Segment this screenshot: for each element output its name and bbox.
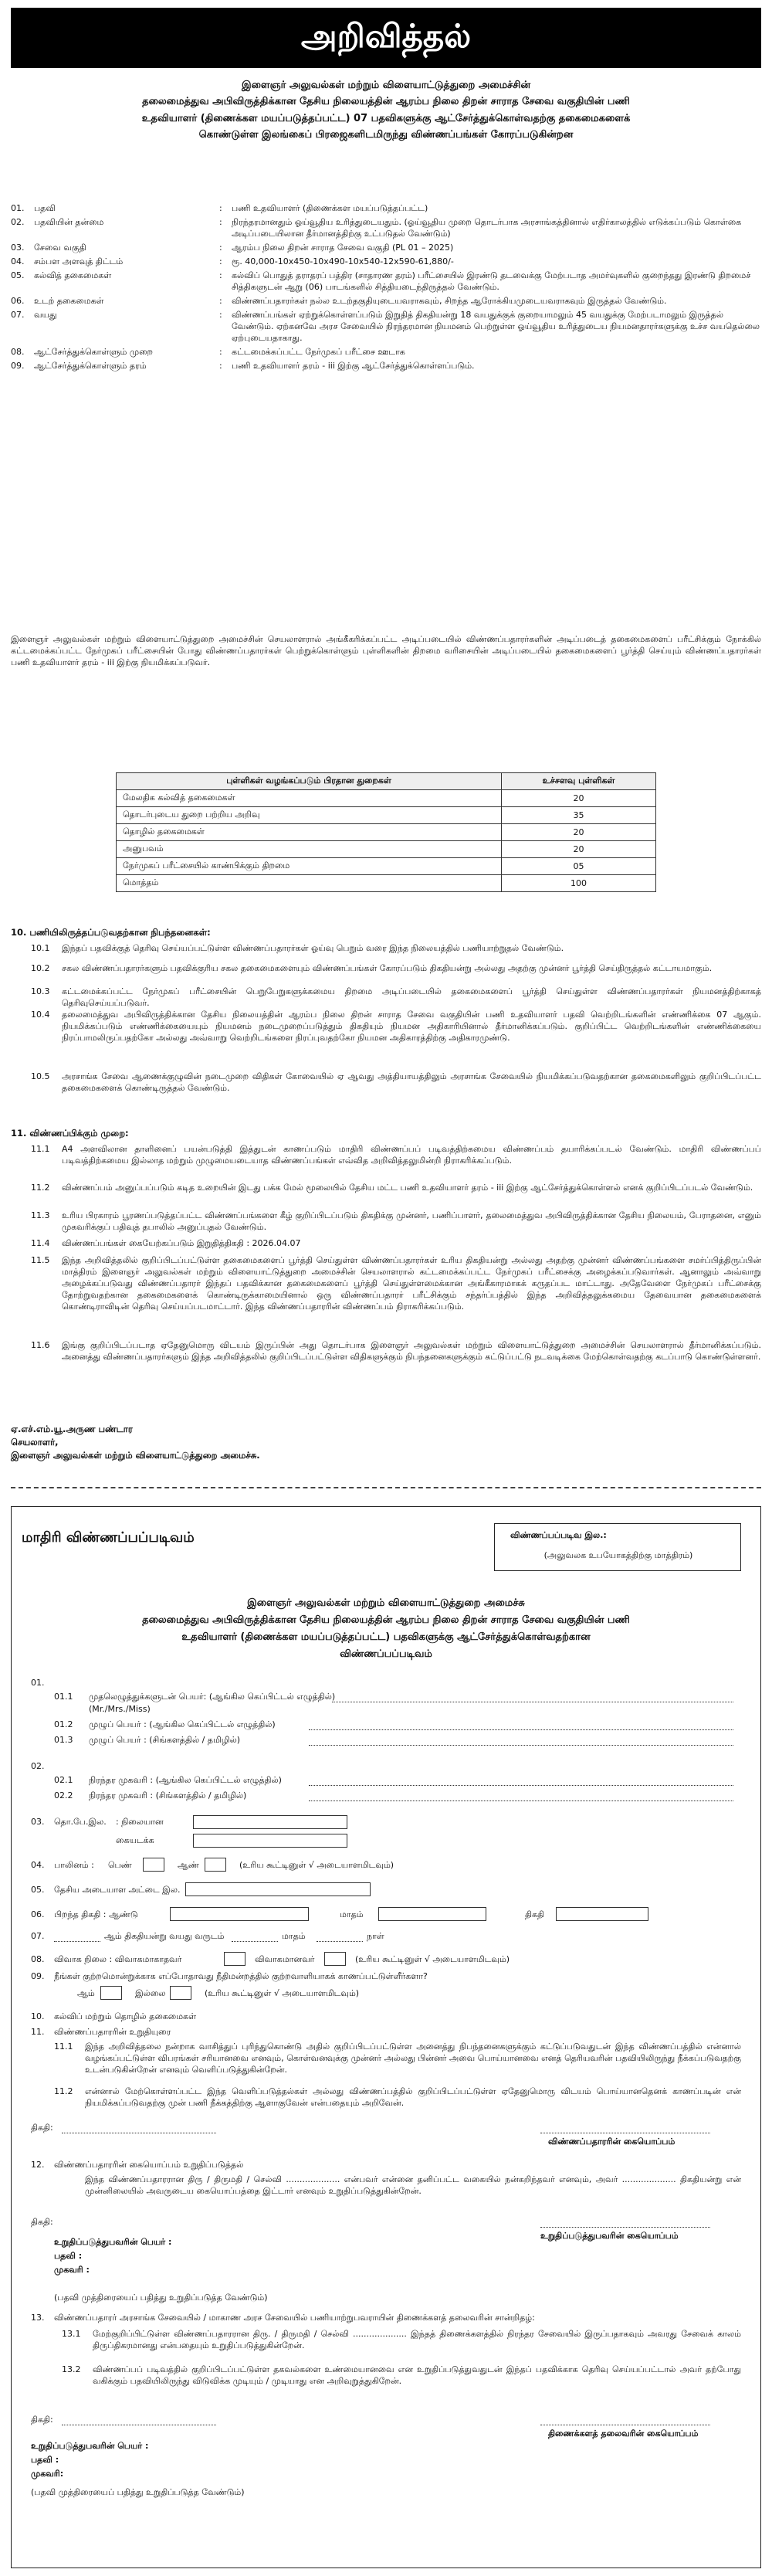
application-method-item <box>31 1182 761 1193</box>
field-row <box>11 242 761 253</box>
application-number-label: விண்ணப்பப்படிவ இல.: <box>510 1530 607 1540</box>
q131-text: மேற்குறிப்பிட்டுள்ள விண்ணப்பதாரரான திரு. / திருமதி / செல்வி .................... இந்தத் திணைக்களத்தில் நிரந்தர சேவையில் இருப்பதாகவும் அவரது சேவைக் காலம் திருப்திகரமானது என்பதையும் உறுதிப்படுத்துகின்றேன். <box>93 2329 741 2350</box>
declaration-date-input[interactable] <box>62 2123 216 2133</box>
item-text: அரசாங்க சேவை ஆணைக்குழுவின் நடைமுறை விதிகள் கோவையில் ஏ ஆவது அத்தியாயத்திலும் அரசாங்க சேவையில் நியமிக்கப்படுவதற்கான தகைமைகளிலும் குறிப்பிடப்பட்ட தகைமைகளைக் கொண்டிருத்தல் வேண்டும். <box>62 1071 761 1093</box>
appointment-item <box>31 1071 761 1094</box>
q12-body-text: இந்த விண்ணப்பதாரரான திரு / திருமதி / செல்வி .................... என்பவர் என்னை தனிப்பட்ட வகையில் நன்கறிந்தவர் எனவும், அவர் .................... திகதியன்று என் முன்னிலையில் அவருடைய கையொப்பத்தை இட்டார் எனவும் உறுதிப்படுத்துகின்றேன். <box>85 2174 741 2196</box>
q12-num: 12. <box>31 2160 45 2170</box>
q111-text: இந்த அறிவித்தலை நன்றாக வாசித்துப் புரிந்துகொண்டு அதில் குறிப்பிடப்பட்டுள்ள அனைத்து நிபந்தனைகளுக்கும் கட்டுப்படுவதுடன் இந்த விண்ணப்பத்தில் என்னால் வழங்கப்பட்டுள்ள விபரங்கள் சரியானவை எனவும், கொள்வனவுக்கு முன்னர் அல்லது பின்னர் அவை பொய்யானவை எனத் தெரியவரின் பதவியிலிருந்து நீக்கப்படுவதற்கு உடன்படுகின்றேன் எனவும் வெளிப்படுத்துகின்றேன். <box>85 2041 741 2075</box>
q13-label: விண்ணப்பதாரர் அரசாங்க சேவையில் / மாகாண அரச சேவையில் பணியாற்றுபவராயின் திணைக்களத் தலைவரின் சான்றிதழ்: <box>54 2313 535 2323</box>
q112-text: என்னால் மேற்கொள்ளப்பட்ட இந்த வெளிப்படுத்தல்கள் அல்லது விண்ணப்பத்தில் குறிப்பிடப்பட்டுள்ள ஏதேனுமொரு விடயம் பொய்யானதெனக் காணப்படின் என் நியமிக்கப்படுவதற்கு முன் பணி நீக்கத்திற்கு ஆளாகுவேன் என்பதையும் அறிவேன். <box>85 2086 741 2108</box>
q11-label: விண்ணப்பதாரரின் உறுதியுரை <box>54 2027 171 2037</box>
field-value: ஆரம்ப நிலை திறன் சாராத சேவை வகுதி (PL 01 – 2025) <box>232 243 454 253</box>
q09-yes-label: ஆம் <box>77 1988 95 1998</box>
field-colon: : <box>219 243 222 253</box>
date-label-3: திகதி: <box>31 2415 53 2425</box>
q022-label: நிரந்தர முகவரி : (சிங்களத்தில் / தமிழில்) <box>89 1790 247 1800</box>
form-heading-line: உதவியாளர் (திணைக்கள மயப்படுத்தப்பட்ட) பதவிகளுக்கு ஆட்சேர்த்துக்கொள்வதற்கான <box>181 1631 591 1644</box>
marks-row <box>117 790 656 807</box>
q10-num: 10. <box>31 2011 45 2021</box>
certifier-seal-note: (பதவி முத்திரையைப் பதித்து உறுதிப்படுத்த வேண்டும்) <box>54 2293 268 2303</box>
conviction-note: (உரிய கூட்டினுள் √ அடையாளமிடவும்) <box>205 1988 360 1998</box>
q011-title-options: (Mr./Mrs./Miss) <box>89 1704 151 1714</box>
field-number: 03. <box>11 243 25 253</box>
item-number: 10.5 <box>31 1071 50 1081</box>
appointment-item <box>31 1009 761 1044</box>
item-text: விண்ணப்பங்கள் கையேற்கப்படும் இறுதித்திகதி : 2026.04.07 <box>62 1238 301 1248</box>
q06-label: பிறந்த திகதி : ஆண்டு <box>54 1909 138 1919</box>
q04-label: பாலினம் : <box>54 1860 94 1870</box>
marks-area: மொத்தம் <box>117 875 502 892</box>
item-number: 11.1 <box>31 1144 50 1154</box>
marks-table <box>116 772 656 892</box>
field-row <box>11 202 761 214</box>
intro-line: கொண்டுள்ள இலங்கைப் பிரஜைகளிடமிருந்து விண்ணப்பங்கள் கோரப்படுகின்றன <box>198 129 574 141</box>
field-colon: : <box>219 270 222 280</box>
address-english-input[interactable] <box>309 1775 733 1786</box>
form-title: மாதிரி விண்ணப்பப்படிவம் <box>22 1529 195 1546</box>
signatory-role: செயலாளர், <box>11 1437 59 1448</box>
application-method-item <box>31 1254 761 1312</box>
field-number: 05. <box>11 270 25 280</box>
date-label: திகதி: <box>31 2123 53 2133</box>
q07-label: ஆம் திகதியன்று வயது வருடம் <box>104 1931 225 1941</box>
field-value: கல்விப் பொதுத் தராதரப் பத்திர (சாதாரண தரம்) பரீட்சையில் இரண்டு தடவைக்கு மேற்படாத அமர்வுகளில் குறைந்தது இரண்டு திறமைச் சித்திகளுடன் ஆறு (06) பாடங்களில் சித்தியடைந்திருத்தல் வேண்டும். <box>232 270 751 292</box>
intro-heading <box>31 77 741 144</box>
q01-num: 01. <box>31 1678 45 1688</box>
field-number: 08. <box>11 347 25 357</box>
q06-num: 06. <box>31 1909 45 1919</box>
q04-num: 04. <box>31 1860 45 1870</box>
q02-num: 02. <box>31 1761 45 1771</box>
q112-item <box>54 2086 741 2109</box>
marks-header-row <box>117 773 656 790</box>
full-name-local-input[interactable] <box>309 1735 733 1746</box>
age-day-label: நாள் <box>367 1931 384 1941</box>
q05-label: தேசிய அடையாள அட்டை இல. <box>54 1885 181 1895</box>
name-initials-input[interactable] <box>332 1692 733 1702</box>
selection-paragraph: இளைஞர் அலுவல்கள் மற்றும் விளையாட்டுத்துறை அமைச்சின் செயலாளரால் அங்கீகரிக்கப்பட்ட அடிப்படையில் விண்ணப்பதாரர்களின் அடிப்படைத் தகைமைகளைப் பரீட்சிக்கும் நோக்கில் கட்டமைக்கப்பட்ட நேர்முகப் பரீட்சையின் போது விண்ணப்பதாரர்கள் பெற்றுக்கொள்ளும் புள்ளிகளின் திறமை வரிசையின் அடிப்படையில் தகைமைகளைப் பூர்த்தி செய்யும் விண்ணப்பதாரர்கள் பணி உதவியாளர் தரம் - iii இற்கு நியமிக்கப்படுவர். <box>11 634 761 667</box>
field-row <box>11 295 761 307</box>
field-row <box>11 256 761 267</box>
date-label-2: திகதி: <box>31 2217 53 2227</box>
marks-value: 20 <box>502 790 656 807</box>
item-number: 10.4 <box>31 1010 50 1020</box>
applicant-signature-line[interactable] <box>540 2123 710 2133</box>
field-row <box>11 346 761 358</box>
item-number: 11.4 <box>31 1238 50 1248</box>
marks-row <box>117 875 656 892</box>
marks-value: 20 <box>502 841 656 858</box>
q012-label: முழுப் பெயர் : (ஆங்கில கெப்பிட்டல் எழுத்தில்) <box>89 1719 276 1729</box>
form-heading-line: விண்ணப்பப்படிவம் <box>340 1648 432 1661</box>
q132-text: விண்ணப்பப் படிவத்தில் குறிப்பிடப்பட்டுள்ள தகவல்களை உண்மையானவை என உறுதிப்படுத்துவதுடன் இந்தப் பதவிக்காக தெரிவு செய்யப்பட்டால் அவர் தற்போது வகிக்கும் பதவியிலிருந்து விடுவிக்க முடியும் / முடியாது என அறிவுறுத்துகிறேன். <box>93 2364 741 2386</box>
q132-num: 13.2 <box>62 2364 81 2374</box>
field-list <box>11 202 761 374</box>
conviction-no-checkbox[interactable] <box>170 1986 191 2000</box>
appointment-item <box>31 986 761 1009</box>
q022-num: 02.2 <box>54 1790 73 1800</box>
field-label: பதவியின் தன்மை <box>34 217 104 227</box>
field-colon: : <box>219 296 222 306</box>
item-number: 10.3 <box>31 986 50 996</box>
q013-label: முழுப் பெயர் : (சிங்களத்தில் / தமிழில்) <box>89 1735 241 1745</box>
certifier-post-label: பதவி : <box>54 2251 83 2261</box>
gender-note: (உரிய கூட்டினுள் √ அடையாளமிடவும்) <box>239 1860 394 1870</box>
field-row <box>11 270 761 293</box>
intro-line: தலைமைத்துவ அபிவிருத்திக்கான தேசிய நிலையத்தின் ஆரம்ப நிலை திறன் சாராத சேவை வகுதியின் பணி <box>142 96 630 108</box>
item-text: தலைமைத்துவ அபிவிருத்திக்கான தேசிய நிலையத்தின் ஆரம்ப நிலை திறன் சாராத சேவை வகுதியின் பணி உதவியாளர் பதவி வெற்றிடங்களின் எண்ணிக்கை 07 ஆகும். நியமிக்கப்படும் எண்ணிக்கையையும் நியமனம் நடைமுறைப்படுத்தும் திகதியும் நியமன அதிகாரியினால் தீர்மானிக்கப்படும். குறிப்பிட்ட வெற்றிடங்களின் எண்ணிக்கையை நிரப்பாமலிருப்பதற்கோ அல்லது அவ்வாறு வெற்றிடங்களை நிரப்புவதற்கோ நியமன அதிகாரத்திற்கு அதிகாரமுண்டு. <box>62 1010 761 1043</box>
appointment-item <box>31 942 761 954</box>
field-value: விண்ணப்பதாரர்கள் நல்ல உடற்தகுதியுடையவராகவும், சிறந்த ஆரோக்கியமுடையவராகவும் இருத்தல் வேண்டும். <box>232 296 667 306</box>
field-row <box>11 216 761 239</box>
field-label: உடற் தகைமைகள் <box>34 296 104 306</box>
dob-month-label: மாதம் <box>340 1909 364 1919</box>
marks-area: அனுபவம் <box>117 841 502 858</box>
q03-num: 03. <box>31 1817 45 1827</box>
field-label: வயது <box>34 310 57 320</box>
cut-line <box>11 1487 761 1488</box>
field-value: பணி உதவியாளர் தரம் - iii இற்கு ஆட்சேர்த்துக்கொள்ளப்படும். <box>232 361 475 371</box>
age-date-input[interactable] <box>54 1931 100 1942</box>
item-text: சகல விண்ணப்பதாரர்களும் பதவிக்குரிய சகல தகைமைகளையும் விண்ணப்பங்கள் கோரப்படும் திகதியன்று அல்லது அதற்கு முன்னர் பூர்த்தி செய்திருத்தல் கட்டாயமாகும். <box>62 963 713 973</box>
phone-home-label: : நிலையான <box>116 1817 164 1827</box>
field-number: 01. <box>11 203 25 213</box>
q013-num: 01.3 <box>54 1735 73 1745</box>
field-colon: : <box>219 256 222 266</box>
application-method-title: 11. விண்ணப்பிக்கும் முறை: <box>11 1128 129 1139</box>
phone-mobile-label: கையடக்க <box>116 1835 154 1845</box>
application-method-item <box>31 1143 761 1166</box>
phone-home-input[interactable] <box>193 1815 347 1829</box>
field-value: ரூ. 40,000-10x450-10x490-10x540-12x590-61,880/- <box>232 256 454 266</box>
field-number: 07. <box>11 310 25 320</box>
married-label: விவாகமானவர் <box>255 1954 315 1964</box>
item-text: இந்த அறிவித்தலில் குறிப்பிடப்பட்டுள்ள தகைமைகளைப் பூர்த்தி செய்துள்ள விண்ணப்பதாரர்கள் உரிய திகதியன்று அல்லது அதற்கு முன்னர் விண்ணப்பங்களை சமர்ப்பித்திருப்பின் மாத்திரம் இளைஞர் அலுவல்கள் மற்றும் விளையாட்டுத்துறை அமைச்சின் செயலாளரால் கட்டமைக்கப்பட்ட நேர்முகப் பரீட்சைக்கு அழைக்கப்படுவார்கள். ஆனாலும் அவ்வாறு அழைக்கப்படுவது விண்ணப்பதாரர் இந்தப் பதவிக்கான தகைமைகளைப் பூர்த்தி செய்துள்ளமைக்கான அங்கீகாரமாகக் கருதப்பட மாட்டாது. அதேவேளை நேர்முகப் பரீட்சைக்கு தோற்றுவதற்கான தகைமைகளைக் கொண்டிருக்காமையினால் ஒரு விண்ணப்பதாரர் பரீட்சிக்கும் சந்தர்ப்பத்தில் இந்த அறிவித்தலுக்கமைய தேவையான தகைமைகளைக் கொண்டிராவிடின் தெரிவு செய்யப்படமாட்டார். இந்த விண்ணப்பதாரரின் விண்ணப்பம் நிராகரிக்கப்படும். <box>62 1255 761 1312</box>
q131-num: 13.1 <box>62 2329 81 2339</box>
field-colon: : <box>219 203 222 213</box>
appointment-title: 10. பணியிலிருத்தப்படுவதற்கான நிபந்தனைகள்: <box>11 927 211 938</box>
office-use-label: (அலுவலக உபயோகத்திற்கு மாத்திரம்) <box>543 1550 693 1560</box>
q03-label: தொ.பே.இல. <box>54 1817 107 1827</box>
head-date-input[interactable] <box>62 2415 216 2425</box>
form-heading-line: இளைஞர் அலுவல்கள் மற்றும் விளையாட்டுத்துறை அமைச்சு <box>247 1597 525 1609</box>
item-text: A4 அளவிலான தாளினைப் பயன்படுத்தி இத்துடன் காணப்படும் மாதிரி விண்ணப்பப் படிவத்திற்கமைய விண்ணப்பம் தயாரிக்கப்படல் வேண்டும். மாதிரி விண்ணப்பப் படிவத்திற்கமைய இல்லாத மற்றும் முழுமையடையாத விண்ணப்பங்கள் எவ்வித அறிவித்தலுமின்றி நிராகரிக்கப்படும். <box>62 1144 761 1166</box>
dob-year-input[interactable] <box>170 1907 309 1921</box>
marital-note: (உரிய கூட்டினுள் √ அடையாளமிடவும்) <box>355 1954 510 1964</box>
married-checkbox[interactable] <box>324 1952 346 1966</box>
signature-block <box>11 1423 260 1462</box>
field-label: ஆட்சேர்த்துக்கொள்ளும் முறை <box>34 347 153 357</box>
marks-row <box>117 858 656 875</box>
item-number: 10.2 <box>31 963 50 973</box>
q09-num: 09. <box>31 1971 45 1981</box>
marks-value: 100 <box>502 875 656 892</box>
field-number: 02. <box>11 217 25 227</box>
q011-num: 01.1 <box>54 1692 73 1702</box>
age-months-input[interactable] <box>317 1931 363 1942</box>
q08-num: 08. <box>31 1954 45 1964</box>
q08-label: விவாக நிலை : விவாகமாகாதவர் <box>54 1954 182 1964</box>
field-label: கல்வித் தகைமைகள் <box>34 270 112 280</box>
field-number: 04. <box>11 256 25 266</box>
marks-header-area: புள்ளிகள் வழங்கப்படும் பிரதான துறைகள் <box>117 773 502 790</box>
item-number: 11.5 <box>31 1255 50 1265</box>
marks-value: 05 <box>502 858 656 875</box>
q011-label: முதலெழுத்துக்களுடன் பெயர்: (ஆங்கில கெப்பிட்டல் எழுத்தில்) <box>89 1692 336 1702</box>
item-number: 10.1 <box>31 943 50 953</box>
intro-line: இளைஞர் அலுவல்கள் மற்றும் விளையாட்டுத்துறை அமைச்சின் <box>241 80 531 91</box>
marks-area: தொழில் தகைமைகள் <box>117 824 502 841</box>
q111-item <box>54 2041 741 2075</box>
unmarried-checkbox[interactable] <box>224 1952 245 1966</box>
application-method-item <box>31 1339 761 1363</box>
field-row <box>11 360 761 372</box>
marks-area: தொடர்புடைய துறை பற்றிய அறிவு <box>117 807 502 824</box>
marks-row <box>117 807 656 824</box>
head-signature-label: திணைக்களத் தலைவரின் கையொப்பம் <box>548 2428 699 2439</box>
intro-line: உதவியாளர் (திணைக்கள மயப்படுத்தப்பட்ட) 07 பதவிகளுக்கு ஆட்சேர்த்துக்கொள்வதற்கு தகைமைகளைக் <box>141 112 631 124</box>
marks-value: 20 <box>502 824 656 841</box>
item-number: 11.6 <box>31 1340 50 1350</box>
certifier-signature-label: உறுதிப்படுத்துபவரின் கையொப்பம் <box>540 2231 679 2241</box>
q12-body <box>85 2174 741 2197</box>
q131-item <box>62 2328 741 2351</box>
application-number-box <box>494 1523 741 1571</box>
q13-num: 13. <box>31 2313 45 2323</box>
dob-day-label: திகதி <box>525 1909 545 1919</box>
gender-male-label: ஆண் <box>178 1860 199 1870</box>
head-post-label: பதவி : <box>31 2455 59 2465</box>
q09-label: நீங்கள் குற்றமொன்றுக்காக எப்போதாவது நீதிமன்றத்தில் குற்றவாளியாகக் காணப்பட்டுள்ளீர்களா? <box>54 1971 428 1981</box>
application-method-item <box>31 1237 761 1249</box>
field-colon: : <box>219 217 222 227</box>
field-number: 09. <box>11 361 25 371</box>
q021-num: 02.1 <box>54 1775 73 1785</box>
q11-num: 11. <box>31 2027 45 2037</box>
q10-label: கல்விப் மற்றும் தொழில் தகைமைகள் <box>54 2011 197 2021</box>
field-number: 06. <box>11 296 25 306</box>
q12-label: விண்ணப்பதாரரின் கையொப்பம் உறுதிப்படுத்தல் <box>54 2160 244 2170</box>
field-value: பணி உதவியாளர் (திணைக்கள மயப்படுத்தப்பட்ட) <box>232 203 428 213</box>
appointment-item <box>31 962 761 974</box>
item-number: 11.2 <box>31 1183 50 1193</box>
item-text: விண்ணப்பம் அனுப்பப்படும் கடித உறையின் இடது பக்க மேல் மூலையில் தேசிய மட்ட பணி உதவியாளர் தரம் - iii இற்கு ஆட்சேர்த்துக்கொள்ளல் எனக் குறிப்பிடப்படல் வேண்டும். <box>62 1183 753 1193</box>
field-label: சம்பள அளவுத் திட்டம் <box>34 256 124 266</box>
field-label: பதவி <box>34 203 56 213</box>
field-value: விண்ணப்பங்கள் ஏற்றுக்கொள்ளப்படும் இறுதித் திகதியன்று 18 வயதுக்குக் குறையாமலும் 45 வயதுக்கு மேற்படாமலும் இருத்தல் வேண்டும். ஏற்கனவே அரச சேவையில் நிரந்தரமான நியமனம் பெற்றுள்ள ஓய்வூதிய உரித்துடைய நியமனதாரர்களுக்கு உச்ச வயதெல்லை ஏற்புடையதாகாது. <box>232 310 760 343</box>
phone-mobile-input[interactable] <box>193 1834 347 1848</box>
field-value: கட்டமைக்கப்பட்ட நேர்முகப் பரீட்சை ஊடாக <box>232 347 405 357</box>
nic-input[interactable] <box>185 1882 371 1896</box>
head-seal-note: (பதவி முத்திரையைப் பதித்து உறுதிப்படுத்த வேண்டும்) <box>31 2487 245 2497</box>
item-text: உரிய பிரகாரம் பூரணப்படுத்தப்பட்ட விண்ணப்பங்களை கீழ் குறிப்பிடப்படும் திகதிக்கு முன்னர், பணிப்பாளர், தலைமைத்துவ அபிவிருத்திக்கான தேசிய நிலையம், பேராதனை, எனும் முகவரிக்குப் பதிவுத் தபாலில் அனுப்புதல் வேண்டும். <box>62 1210 761 1232</box>
head-signature-line[interactable] <box>540 2415 710 2425</box>
q09-no-label: இல்லை <box>135 1988 166 1998</box>
conviction-yes-checkbox[interactable] <box>100 1986 122 2000</box>
certifier-address-label: முகவரி : <box>54 2265 90 2275</box>
marks-value: 35 <box>502 807 656 824</box>
marks-header-marks: உச்சளவு புள்ளிகள் <box>502 773 656 790</box>
field-row <box>11 309 761 344</box>
certifier-name-label: உறுதிப்படுத்துபவரின் பெயர் : <box>54 2237 172 2247</box>
dob-day-input[interactable] <box>556 1907 648 1921</box>
field-colon: : <box>219 310 222 320</box>
marks-area: நேர்முகப் பரீட்சையில் காண்பிக்கும் திறமை <box>117 858 502 875</box>
applicant-signature-label: விண்ணப்பதாரரின் கையொப்பம் <box>548 2136 676 2147</box>
application-method-item <box>31 1210 761 1233</box>
head-name-label: உறுதிப்படுத்துபவரின் பெயர் : <box>31 2441 149 2451</box>
q132-item <box>62 2364 741 2387</box>
dob-month-input[interactable] <box>378 1907 486 1921</box>
address-local-input[interactable] <box>309 1790 733 1801</box>
field-colon: : <box>219 361 222 371</box>
marks-area: மேலதிக கல்வித் தகைமைகள் <box>117 790 502 807</box>
age-month-label: மாதம் <box>282 1931 306 1941</box>
head-address-label: முகவரி: <box>31 2469 64 2479</box>
q07-num: 07. <box>31 1931 45 1941</box>
field-label: சேவை வகுதி <box>34 243 86 253</box>
q05-num: 05. <box>31 1885 45 1895</box>
age-years-input[interactable] <box>232 1931 278 1942</box>
q111-num: 11.1 <box>54 2041 73 2052</box>
notice-header <box>11 8 761 68</box>
field-value: நிரந்தரமானதும் ஓய்வூதிய உரித்துடையதும். (ஓய்வூதிய முறை தொடர்பாக அரசாங்கத்தினால் எதிர்காலத்தில் எடுக்கப்படும் கொள்கை அடிப்படையிலான தீர்மானத்திற்கு உட்படுதல் வேண்டும்) <box>232 217 742 239</box>
q012-num: 01.2 <box>54 1719 73 1729</box>
certifier-signature-line[interactable] <box>540 2217 710 2228</box>
notice-title: அறிவித்தல் <box>300 16 472 55</box>
form-heading-line: தலைமைத்துவ அபிவிருத்திக்கான தேசிய நிலையத்தின் ஆரம்ப நிலை திறன் சாராத சேவை வகுதியின் பணி <box>142 1614 630 1627</box>
form-heading <box>31 1595 741 1663</box>
marks-row <box>117 841 656 858</box>
signatory-ministry: இளைஞர் அலுவல்கள் மற்றும் விளையாட்டுத்துறை அமைச்சு. <box>11 1450 260 1461</box>
field-colon: : <box>219 347 222 357</box>
item-number: 11.3 <box>31 1210 50 1220</box>
marks-row <box>117 824 656 841</box>
gender-female-label: பெண் <box>108 1860 132 1870</box>
gender-male-checkbox[interactable] <box>205 1858 226 1872</box>
item-text: இந்தப் பதவிக்குத் தெரிவு செய்யப்பட்டுள்ள விண்ணப்பதாரர்கள் ஓய்வு பெறும் வரை இந்த நிலையத்தில் பணியாற்றுதல் வேண்டும். <box>62 943 564 953</box>
q112-num: 11.2 <box>54 2086 73 2096</box>
signatory-name: ஏ.எச்.எம்.யூ.அருண பண்டார <box>11 1424 133 1434</box>
full-name-english-input[interactable] <box>309 1719 733 1730</box>
item-text: கட்டமைக்கப்பட்ட நேர்முகப் பரீட்சையின் பெறுபேறுகளுக்கமைய திறமை அடிப்படையில் தகைமைகளைப் பூர்த்தி செய்துள்ள விண்ணப்பதாரர்கள் நியமனத்திற்காகத் தெரிவுசெய்யப்படுவர். <box>62 986 761 1008</box>
gender-female-checkbox[interactable] <box>143 1858 164 1872</box>
q021-label: நிரந்தர முகவரி : (ஆங்கில கெப்பிட்டல் எழுத்தில்) <box>89 1775 282 1785</box>
field-label: ஆட்சேர்த்துக்கொள்ளும் தரம் <box>34 361 147 371</box>
item-text: இங்கு குறிப்பிடப்படாத ஏதேனுமொரு விடயம் இருப்பின் அது தொடர்பாக இளைஞர் அலுவல்கள் மற்றும் விளையாட்டுத்துறை அமைச்சின் செயலாளரால் தீர்மானிக்கப்படும். அனைத்து விண்ணப்பதாரர்களும் இந்த அறிவித்தலில் குறிப்பிடப்பட்டுள்ள விதிகளுக்கும் நிபந்தனைகளுக்கும் கட்டுப்பட்டு நடவடிக்கை மேற்கொள்வதற்கு கடப்பாடு கொண்டுள்ளனர். <box>62 1340 761 1362</box>
